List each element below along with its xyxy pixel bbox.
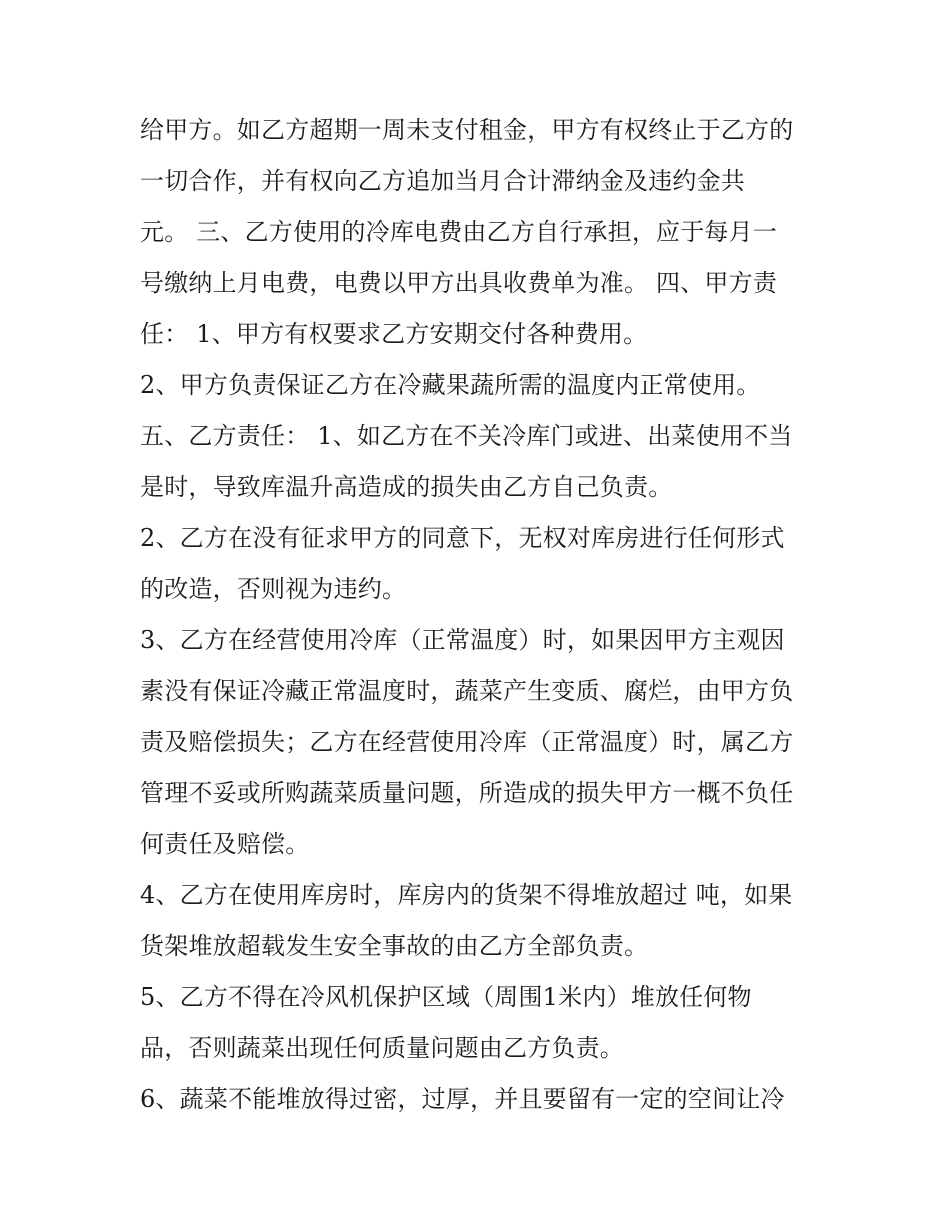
text-line: 管理不妥或所购蔬菜质量问题，所造成的损失甲方一概不负任 bbox=[140, 779, 794, 807]
text-line: 号缴纳上月电费，电费以甲方出具收费单为准。 四、甲方责 bbox=[140, 269, 778, 297]
text-line: 元。 三、乙方使用的冷库电费由乙方自行承担，应于每月一 bbox=[140, 218, 778, 246]
text-line: 一切合作，并有权向乙方追加当月合计滞纳金及违约金共 bbox=[140, 167, 745, 195]
text-line: 是时，导致库温升高造成的损失由乙方自己负责。 bbox=[140, 473, 673, 501]
text-line: 2、甲方负责保证乙方在冷藏果蔬所需的温度内正常使用。 bbox=[140, 371, 761, 399]
text-line: 给甲方。如乙方超期一周未支付租金，甲方有权终止于乙方的 bbox=[140, 116, 794, 144]
text-line: 何责任及赔偿。 bbox=[140, 830, 310, 858]
text-line: 6、蔬菜不能堆放得过密，过厚，并且要留有一定的空间让冷 bbox=[140, 1085, 785, 1113]
text-line: 的改造，否则视为违约。 bbox=[140, 575, 407, 603]
text-line: 5、乙方不得在冷风机保护区域（周围1米内）堆放任何物 bbox=[140, 983, 752, 1011]
text-line: 品，否则蔬菜出现任何质量问题由乙方负责。 bbox=[140, 1034, 624, 1062]
text-line: 2、乙方在没有征求甲方的同意下，无权对库房进行任何形式 bbox=[140, 524, 785, 552]
text-line: 素没有保证冷藏正常温度时，蔬菜产生变质、腐烂，由甲方负 bbox=[140, 677, 794, 705]
text-line: 任： 1、甲方有权要求乙方安期交付各种费用。 bbox=[140, 320, 648, 348]
text-line: 五、乙方责任： 1、如乙方在不关冷库门或进、出菜使用不当 bbox=[140, 422, 793, 450]
text-line: 货架堆放超载发生安全事故的由乙方全部负责。 bbox=[140, 932, 649, 960]
contract-text bbox=[140, 105, 820, 1125]
text-line: 4、乙方在使用库房时，库房内的货架不得堆放超过 吨，如果 bbox=[140, 881, 793, 909]
text-line: 3、乙方在经营使用冷库（正常温度）时，如果因甲方主观因 bbox=[140, 626, 785, 654]
text-line: 责及赔偿损失；乙方在经营使用冷库（正常温度）时，属乙方 bbox=[140, 728, 794, 756]
